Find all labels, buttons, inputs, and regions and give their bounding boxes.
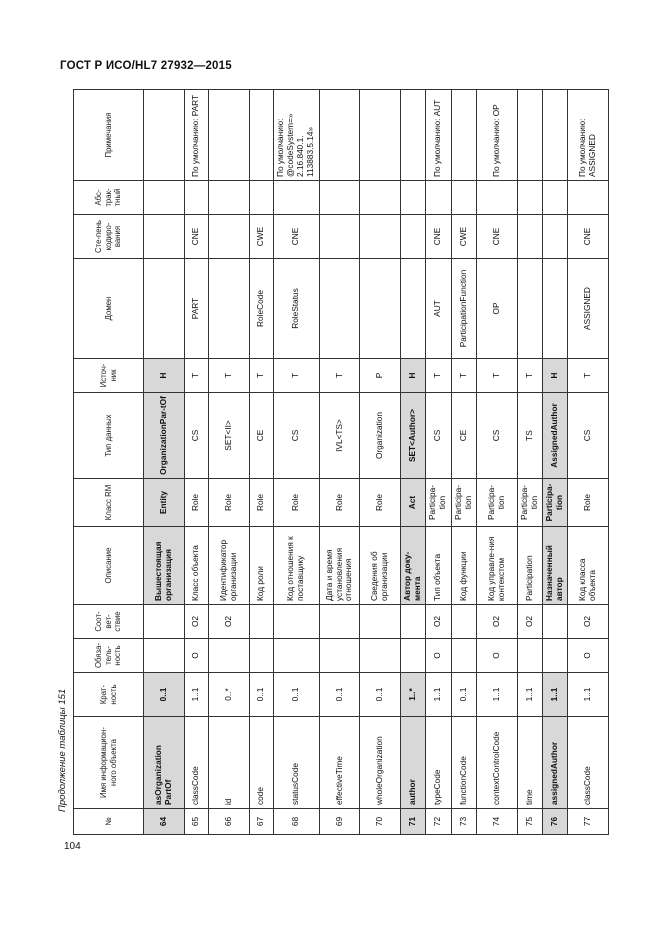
row-number-cell: 75 bbox=[517, 809, 542, 835]
rm-class-cell: Participa-tion bbox=[451, 479, 476, 527]
mandatory-cell bbox=[542, 639, 567, 673]
domain-cell bbox=[542, 259, 567, 359]
coding-strength-cell: CNE bbox=[274, 215, 320, 259]
cardinality-cell: 1..1 bbox=[517, 673, 542, 717]
rm-class-cell: Participa-tion bbox=[542, 479, 567, 527]
mandatory-cell bbox=[209, 639, 250, 673]
domain-cell: OP bbox=[476, 259, 517, 359]
cardinality-cell: 0..* bbox=[209, 673, 250, 717]
row-number-cell: 65 bbox=[184, 809, 208, 835]
row-number-cell: 72 bbox=[426, 809, 451, 835]
page-number: 104 bbox=[64, 841, 81, 852]
table-row bbox=[274, 90, 320, 835]
abstract-flag-cell bbox=[517, 181, 542, 215]
notes-cell bbox=[319, 90, 360, 181]
rm-class-cell: Role bbox=[274, 479, 320, 527]
source-cell: H bbox=[400, 359, 425, 393]
notes-cell bbox=[360, 90, 401, 181]
abstract-flag-cell bbox=[249, 181, 273, 215]
mandatory-cell bbox=[451, 639, 476, 673]
coding-strength-cell bbox=[400, 215, 425, 259]
source-cell: T bbox=[476, 359, 517, 393]
cardinality-cell: 1..1 bbox=[568, 673, 609, 717]
notes-cell bbox=[517, 90, 542, 181]
cardinality-cell: 1..1 bbox=[184, 673, 208, 717]
column-header: Домен bbox=[74, 259, 144, 359]
notes-cell: По умолчанию: AUT bbox=[426, 90, 451, 181]
column-header: Примечания bbox=[74, 90, 144, 181]
data-type-cell: CS bbox=[426, 393, 451, 479]
row-number-cell: 76 bbox=[542, 809, 567, 835]
coding-strength-cell: CNE bbox=[476, 215, 517, 259]
cardinality-cell: 1..* bbox=[400, 673, 425, 717]
source-cell: T bbox=[426, 359, 451, 393]
data-type-cell: OrganizationPar-tOf bbox=[144, 393, 185, 479]
attributes-table bbox=[73, 89, 609, 835]
data-type-cell: CS bbox=[476, 393, 517, 479]
description-cell: Сведения об организации bbox=[360, 527, 401, 605]
source-cell: T bbox=[568, 359, 609, 393]
mandatory-cell: O bbox=[426, 639, 451, 673]
notes-cell: По умолчанию: PART bbox=[184, 90, 208, 181]
rm-class-cell: Participa-tion bbox=[476, 479, 517, 527]
description-cell: Идентификатор организации bbox=[209, 527, 250, 605]
conformance-cell: O2 bbox=[568, 605, 609, 639]
object-name-cell: classCode bbox=[568, 717, 609, 809]
object-name-cell: contextControlCode bbox=[476, 717, 517, 809]
abstract-flag-cell bbox=[426, 181, 451, 215]
table-row bbox=[319, 90, 360, 835]
abstract-flag-cell bbox=[451, 181, 476, 215]
domain-cell: ASSIGNED bbox=[568, 259, 609, 359]
coding-strength-cell: CNE bbox=[184, 215, 208, 259]
mandatory-cell bbox=[517, 639, 542, 673]
data-type-cell: AssignedAuthor bbox=[542, 393, 567, 479]
data-type-cell: SET<II> bbox=[209, 393, 250, 479]
source-cell: T bbox=[274, 359, 320, 393]
domain-cell: PART bbox=[184, 259, 208, 359]
mandatory-cell bbox=[400, 639, 425, 673]
domain-cell: AUT bbox=[426, 259, 451, 359]
column-header: Абс-трак-тный bbox=[74, 181, 144, 215]
cardinality-cell: 0..1 bbox=[451, 673, 476, 717]
cardinality-cell: 0..1 bbox=[319, 673, 360, 717]
description-cell: Тип объекта bbox=[426, 527, 451, 605]
object-name-cell: id bbox=[209, 717, 250, 809]
mandatory-cell bbox=[319, 639, 360, 673]
conformance-cell bbox=[542, 605, 567, 639]
row-number-cell: 67 bbox=[249, 809, 273, 835]
conformance-cell bbox=[360, 605, 401, 639]
rm-class-cell: Role bbox=[249, 479, 273, 527]
row-number-cell: 77 bbox=[568, 809, 609, 835]
table-row bbox=[426, 90, 451, 835]
row-number-cell: 71 bbox=[400, 809, 425, 835]
notes-cell: По умолчанию: ASSIGNED bbox=[568, 90, 609, 181]
abstract-flag-cell bbox=[360, 181, 401, 215]
row-number-cell: 73 bbox=[451, 809, 476, 835]
description-cell: Код функции bbox=[451, 527, 476, 605]
column-header: Имя информацион-ного объекта bbox=[74, 717, 144, 809]
notes-cell bbox=[144, 90, 185, 181]
mandatory-cell: O bbox=[184, 639, 208, 673]
object-name-cell: typeCode bbox=[426, 717, 451, 809]
description-cell: Класс объекта bbox=[184, 527, 208, 605]
source-cell: H bbox=[542, 359, 567, 393]
source-cell: T bbox=[249, 359, 273, 393]
abstract-flag-cell bbox=[476, 181, 517, 215]
description-cell: Код класса объекта bbox=[568, 527, 609, 605]
description-cell: Назначенный автор bbox=[542, 527, 567, 605]
table-row bbox=[451, 90, 476, 835]
mandatory-cell: O bbox=[476, 639, 517, 673]
data-type-cell: TS bbox=[517, 393, 542, 479]
domain-cell bbox=[209, 259, 250, 359]
cardinality-cell: 0..1 bbox=[144, 673, 185, 717]
notes-cell: По умолчанию: OP bbox=[476, 90, 517, 181]
object-name-cell: functionCode bbox=[451, 717, 476, 809]
conformance-cell: O2 bbox=[184, 605, 208, 639]
rm-class-cell: Role bbox=[319, 479, 360, 527]
table-row bbox=[209, 90, 250, 835]
notes-cell bbox=[451, 90, 476, 181]
data-type-cell: CS bbox=[184, 393, 208, 479]
object-name-cell: time bbox=[517, 717, 542, 809]
coding-strength-cell: CNE bbox=[426, 215, 451, 259]
rm-class-cell: Participa-tion bbox=[426, 479, 451, 527]
column-header: Описание bbox=[74, 527, 144, 605]
coding-strength-cell bbox=[209, 215, 250, 259]
abstract-flag-cell bbox=[542, 181, 567, 215]
row-number-cell: 64 bbox=[144, 809, 185, 835]
description-cell: Код управле-ния контекстом bbox=[476, 527, 517, 605]
table-row bbox=[144, 90, 185, 835]
cardinality-cell: 1..1 bbox=[476, 673, 517, 717]
data-type-cell: CE bbox=[249, 393, 273, 479]
conformance-cell bbox=[249, 605, 273, 639]
object-name-cell: asOrganization PartOf bbox=[144, 717, 185, 809]
object-name-cell: code bbox=[249, 717, 273, 809]
domain-cell bbox=[360, 259, 401, 359]
abstract-flag-cell bbox=[400, 181, 425, 215]
source-cell: H bbox=[144, 359, 185, 393]
coding-strength-cell: CWE bbox=[249, 215, 273, 259]
object-name-cell: author bbox=[400, 717, 425, 809]
conformance-cell bbox=[274, 605, 320, 639]
coding-strength-cell: CNE bbox=[568, 215, 609, 259]
notes-cell: По умолчанию: @codeSystem=» 2.16.840.1. 113883.5.14» bbox=[274, 90, 320, 181]
coding-strength-cell: CWE bbox=[451, 215, 476, 259]
coding-strength-cell bbox=[360, 215, 401, 259]
domain-cell: RoleStatus bbox=[274, 259, 320, 359]
standard-title: ГОСТ Р ИСО/HL7 27932—2015 bbox=[60, 60, 232, 72]
object-name-cell: statusCode bbox=[274, 717, 320, 809]
description-cell: Вышестоящая организация bbox=[144, 527, 185, 605]
table-row bbox=[517, 90, 542, 835]
abstract-flag-cell bbox=[209, 181, 250, 215]
table-row bbox=[400, 90, 425, 835]
mandatory-cell bbox=[144, 639, 185, 673]
column-header: Источ-ник bbox=[74, 359, 144, 393]
coding-strength-cell bbox=[144, 215, 185, 259]
rm-class-cell: Participa-tion bbox=[517, 479, 542, 527]
column-header: № bbox=[74, 809, 144, 835]
domain-cell: RoleCode bbox=[249, 259, 273, 359]
domain-cell bbox=[517, 259, 542, 359]
object-name-cell: assignedAuthor bbox=[542, 717, 567, 809]
cardinality-cell: 1..1 bbox=[542, 673, 567, 717]
notes-cell bbox=[209, 90, 250, 181]
conformance-cell bbox=[400, 605, 425, 639]
row-number-cell: 66 bbox=[209, 809, 250, 835]
abstract-flag-cell bbox=[184, 181, 208, 215]
abstract-flag-cell bbox=[274, 181, 320, 215]
rm-class-cell: Role bbox=[209, 479, 250, 527]
coding-strength-cell bbox=[319, 215, 360, 259]
cardinality-cell: 0..1 bbox=[360, 673, 401, 717]
conformance-cell bbox=[319, 605, 360, 639]
conformance-cell: O2 bbox=[426, 605, 451, 639]
data-type-cell: Organization bbox=[360, 393, 401, 479]
coding-strength-cell bbox=[517, 215, 542, 259]
rm-class-cell: Role bbox=[184, 479, 208, 527]
row-number-cell: 74 bbox=[476, 809, 517, 835]
source-cell: T bbox=[517, 359, 542, 393]
row-number-cell: 70 bbox=[360, 809, 401, 835]
row-number-cell: 69 bbox=[319, 809, 360, 835]
coding-strength-cell bbox=[542, 215, 567, 259]
cardinality-cell: 0..1 bbox=[274, 673, 320, 717]
description-cell: Дата и время установления отношения bbox=[319, 527, 360, 605]
data-type-cell: CS bbox=[568, 393, 609, 479]
notes-cell bbox=[400, 90, 425, 181]
row-number-cell: 68 bbox=[274, 809, 320, 835]
object-name-cell: effectiveTime bbox=[319, 717, 360, 809]
object-name-cell: classCode bbox=[184, 717, 208, 809]
mandatory-cell bbox=[274, 639, 320, 673]
object-name-cell: wholeOrganization bbox=[360, 717, 401, 809]
rm-class-cell: Act bbox=[400, 479, 425, 527]
mandatory-cell: O bbox=[568, 639, 609, 673]
column-header: Сте-пень кодиро-вания bbox=[74, 215, 144, 259]
source-cell: T bbox=[319, 359, 360, 393]
table-continuation-caption: Продолжение таблицы 151 bbox=[57, 688, 68, 812]
source-cell: T bbox=[209, 359, 250, 393]
cardinality-cell: 1..1 bbox=[426, 673, 451, 717]
rotated-table-container bbox=[73, 90, 609, 835]
notes-cell bbox=[249, 90, 273, 181]
data-type-cell: SET<Author> bbox=[400, 393, 425, 479]
table-body bbox=[144, 90, 609, 835]
description-cell: Автор доку-мента bbox=[400, 527, 425, 605]
mandatory-cell bbox=[360, 639, 401, 673]
conformance-cell: O2 bbox=[476, 605, 517, 639]
column-header: Крат-ность bbox=[74, 673, 144, 717]
abstract-flag-cell bbox=[319, 181, 360, 215]
column-header: Тип данных bbox=[74, 393, 144, 479]
domain-cell: ParticipationFunction bbox=[451, 259, 476, 359]
rm-class-cell: Role bbox=[360, 479, 401, 527]
conformance-cell: O2 bbox=[517, 605, 542, 639]
column-header: Обяза-тель-ность bbox=[74, 639, 144, 673]
table-row bbox=[476, 90, 517, 835]
conformance-cell: O2 bbox=[209, 605, 250, 639]
column-header: Соот-вет-ствие bbox=[74, 605, 144, 639]
domain-cell bbox=[319, 259, 360, 359]
abstract-flag-cell bbox=[568, 181, 609, 215]
table-header-row bbox=[74, 90, 144, 835]
column-header: Класс RM bbox=[74, 479, 144, 527]
abstract-flag-cell bbox=[144, 181, 185, 215]
rm-class-cell: Entity bbox=[144, 479, 185, 527]
domain-cell bbox=[144, 259, 185, 359]
source-cell: P bbox=[360, 359, 401, 393]
table-row bbox=[568, 90, 609, 835]
source-cell: T bbox=[184, 359, 208, 393]
table-row bbox=[249, 90, 273, 835]
source-cell: T bbox=[451, 359, 476, 393]
cardinality-cell: 0..1 bbox=[249, 673, 273, 717]
domain-cell bbox=[400, 259, 425, 359]
table-row bbox=[542, 90, 567, 835]
description-cell: Код роли bbox=[249, 527, 273, 605]
description-cell: Participation bbox=[517, 527, 542, 605]
table-row bbox=[184, 90, 208, 835]
conformance-cell bbox=[451, 605, 476, 639]
conformance-cell bbox=[144, 605, 185, 639]
data-type-cell: IVL<TS> bbox=[319, 393, 360, 479]
description-cell: Код отношения к поставщику bbox=[274, 527, 320, 605]
table-row bbox=[360, 90, 401, 835]
notes-cell bbox=[542, 90, 567, 181]
data-type-cell: CE bbox=[451, 393, 476, 479]
rm-class-cell: Role bbox=[568, 479, 609, 527]
data-type-cell: CS bbox=[274, 393, 320, 479]
mandatory-cell bbox=[249, 639, 273, 673]
